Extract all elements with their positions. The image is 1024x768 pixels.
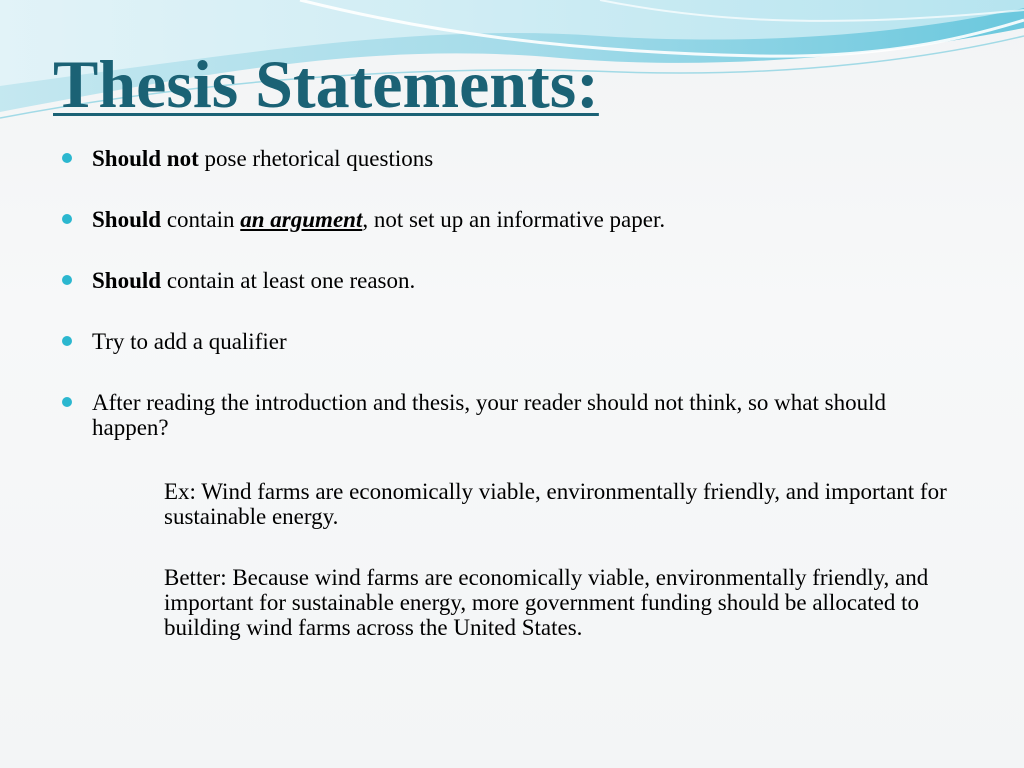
bullet-text: , not set up an informative paper. bbox=[362, 207, 666, 232]
bullet-dot-icon bbox=[62, 153, 72, 163]
bullet-dot-icon bbox=[62, 275, 72, 285]
bullet-text: contain at least one reason. bbox=[161, 268, 416, 293]
bullet-dot-icon bbox=[62, 214, 72, 224]
bullet-item bbox=[62, 268, 962, 293]
bullet-text: After reading the introduction and thesis, your reader should not think, so what should happen? bbox=[92, 390, 886, 440]
bullet-bold-text: Should bbox=[92, 207, 162, 232]
slide-title: Thesis Statements: bbox=[53, 46, 599, 122]
bullet-list bbox=[62, 146, 962, 476]
bullet-text: Try to add a qualifier bbox=[92, 329, 287, 354]
bullet-text: pose rhetorical questions bbox=[198, 146, 434, 171]
bullet-text: contain bbox=[161, 207, 241, 232]
bullet-item bbox=[62, 329, 962, 354]
example-better-thesis: Better: Because wind farms are economically viable, environmentally friendly, and important for sustainable energy, more government funding should be allocated to building wind farms across the United States. bbox=[164, 565, 929, 640]
bullet-item bbox=[62, 146, 962, 171]
bullet-dot-icon bbox=[62, 336, 72, 346]
bullet-item bbox=[62, 390, 962, 440]
bullet-dot-icon bbox=[62, 397, 72, 407]
bullet-item bbox=[62, 207, 962, 232]
example-weak-thesis: Ex: Wind farms are economically viable, environmentally friendly, and important for sustainable energy. bbox=[164, 479, 947, 529]
bullet-bold-text: Should not bbox=[92, 146, 199, 171]
bullet-emphasis-text: an argument bbox=[240, 207, 363, 232]
bullet-bold-text: Should bbox=[92, 268, 162, 293]
